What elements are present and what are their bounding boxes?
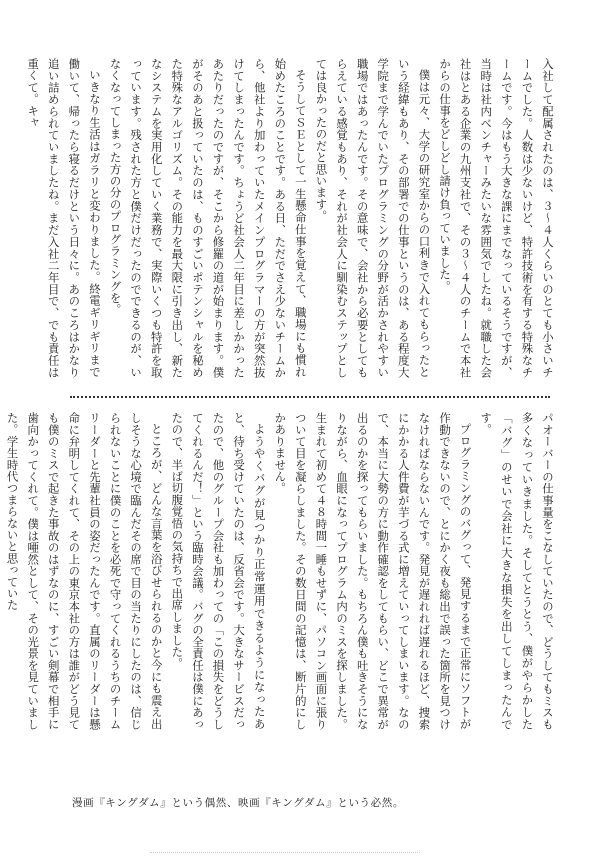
paragraph: 入社して配属されたのは、３〜４人くらいのとても小さいチームでした。人数は少ないけど、特許技術を有する特殊なチームです。今はもう大きな課にまでなっているそうですが、当時は社内ベンチャーみたいな雰囲気でしたね。就職した会社はとある企業の九州支社で、その３〜４人のチームで本社からの仕事をどしどし請け負っていました。 [438, 58, 555, 378]
dotted-divider [70, 396, 550, 398]
paragraph: ようやくバグが見つかり正常運用できるようになったあと、待ち受けていたのは、反省会です。大きなサービスだったので、他のグループ会社も加わっての「この損失をどうしてくれるんだ！」という臨時会議。バグの全責任は僕にあったので、半ば切腹覚悟の気持ちで出席しました。 [170, 412, 267, 730]
paragraph: プログラミングのバグって、発見するまで正常にソフトが作動できないので、とにかく夜も総出で誤った箇所を見つけなければならないんです。発見が遅れれば遅れるほど、捜索にかかる人件費が芋づる式に増えていってしまいます。なので、本当に大勢の方に動作確認をしてもらい、どこで異常が出るのかを探ってもらいました。もちろん僕も吐きそうになりながら、血眼になってプログラム内のミスを探しました。生まれて初めて４８時間一睡もせずに、パソコン画面に張りついて目を凝らしました。その数日間の記憶は、断片的にしかありません。 [273, 412, 473, 730]
paragraph: 僕は元々、大学の研究室からの口利きで入れてもらったという経緯もあり、その部署での仕事というのは、ある程度大学院まで学んでいたプログラミングの分野が活かされやすい職場ではあったんです。その意味で、会社から必要としてもらえている感覚もあり、それが社会人に馴染むステップとしては良かったのだと思います。 [314, 58, 432, 378]
lower-text-block [5, 412, 558, 730]
paragraph: ところが、どんな言葉を浴びせられるのかと今にも震え出しそうな心境で臨んだその席で目の当たりにしたのは、信じられないことに僕のことを必死で守ってくれるうちのチームリーダーと先輩社員の姿だったんです。直属のリーダーは懸命に弁明してくれて、その上の東京本社の方は誰がどう見ても僕のミスで起きた事故のはずなのに、すごい剣幕で相手に歯向かってくれて。僕は唖然として、その光景を見ていました。学生時代つまらないと思っていた [5, 412, 164, 730]
paragraph: パオーバーの仕事量をこなしていたので、どうしてもミスも多くなっていきました。そしてとうとう、僕がやらかした「バグ」のせいで会社に大きな損失を出してしまったんです。 [479, 412, 555, 730]
bottom-edge-mark [150, 852, 420, 853]
paragraph: いきなり生活はガラリと変わりました。終電ギリギリまで働いて、帰ったら寝るだけという日々に。あのころはかなり追い詰められていましたね。まだ入社二年目で、でも責任は重くて。キャ [26, 58, 102, 378]
paragraph: そうしてＳＥとして一生懸命仕事を覚えて、職場にも慣れ始めたころのことです。ある日、ただでさえ少ないチームから、他社より加わっていたメインプログラマーの方が突然抜けてしまったんです。ちょうど社会人二年目に差しかかったあたりだったのですが、そこから修羅の道が始まります。僕がそのあと扱っていたのは、ものすごいポテンシャルを秘めた特殊なアルゴリズム。その能力を最大限に引き出し、新たなシステムを実用化していく業務で、実際いくつも特許を取っています。残された方と僕だけだったのでできるのが、いなくなってしまった方の分のプログラミングを。 [108, 58, 308, 378]
upper-text-block [26, 58, 558, 378]
running-footer: 漫画『キングダム』という偶然、映画『キングダム』という必然。 [72, 797, 404, 809]
